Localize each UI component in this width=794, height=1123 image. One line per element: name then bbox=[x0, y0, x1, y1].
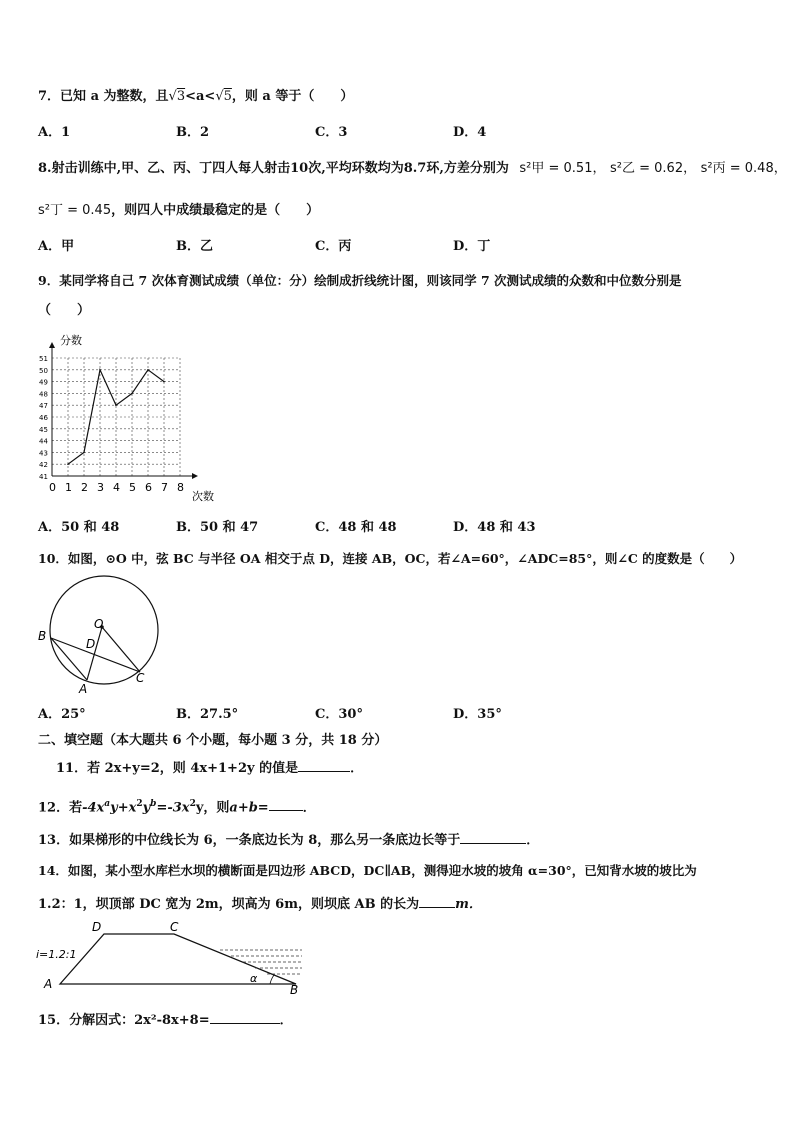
q7-option-b: B．2 bbox=[176, 125, 210, 140]
chart-x-tick-label: 4 bbox=[113, 481, 120, 494]
point-c-label: C bbox=[170, 920, 179, 934]
point-d-label: D bbox=[92, 920, 102, 934]
q14-stem-line2: 1.2：1，坝顶部 DC 宽为 2m，坝高为 6m，则坝底 AB 的长为 m． bbox=[38, 897, 482, 912]
chart-y-tick-label: 51 bbox=[39, 355, 48, 363]
q10-option-d: D．35° bbox=[453, 707, 502, 722]
chart-y-axis-label: 分数 bbox=[60, 334, 82, 347]
chart-y-tick-label: 43 bbox=[39, 449, 48, 458]
radius-oa bbox=[87, 627, 102, 680]
q7-option-a: A．1 bbox=[38, 125, 71, 140]
q10-option-a: A．25° bbox=[38, 707, 86, 722]
q9-option-c: C．48 和 48 bbox=[315, 520, 397, 535]
dam-cross-section bbox=[60, 934, 296, 984]
chart-x-tick-label: 5 bbox=[129, 481, 136, 494]
chart-y-tick-label: 47 bbox=[39, 402, 48, 411]
chart-x-tick-label: 2 bbox=[81, 481, 88, 494]
q9-option-a: A．50 和 48 bbox=[38, 520, 120, 535]
q9-line-chart bbox=[30, 330, 230, 506]
section-2-heading: 二、填空题（本大题共 6 个小题，每小题 3 分，共 18 分） bbox=[38, 733, 388, 748]
q10-stem: 10．如图，⊙O 中，弦 BC 与半径 OA 相交于点 D，连接 AB，OC，若∠A=60°，∠ADC=85°，则∠C 的度数是（ ） bbox=[38, 551, 743, 566]
chart-y-tick-label: 48 bbox=[39, 390, 48, 399]
chart-x-tick-label: 1 bbox=[65, 481, 72, 494]
q9-option-d: D．48 和 43 bbox=[453, 520, 536, 535]
chart-y-tick-label: 46 bbox=[39, 414, 48, 422]
chart-x-tick-label: 3 bbox=[97, 481, 104, 494]
q7-option-d: D．4 bbox=[453, 125, 487, 140]
chart-y-tick-label: 42 bbox=[39, 461, 48, 470]
q8-option-b: B．乙 bbox=[176, 239, 213, 254]
chart-y-axis-arrow bbox=[49, 342, 55, 348]
slope-ratio-label: i=1.2:1 bbox=[36, 948, 77, 961]
point-o-label: O bbox=[94, 617, 104, 631]
q8-option-d: D．丁 bbox=[453, 239, 491, 254]
angle-alpha-label: α bbox=[250, 972, 258, 985]
q9-paren: （ ） bbox=[38, 303, 91, 318]
q9-stem: 9．某同学将自己 7 次体育测试成绩（单位：分）绘制成折线统计图，则该同学 7 次测试成绩的众数和中位数分别是 bbox=[38, 273, 682, 288]
q7-stem: 7．已知 a 为整数，且√3<a<√5，则 a 等于（ ） bbox=[38, 89, 354, 104]
chart-x-axis-arrow bbox=[192, 473, 198, 479]
q10-circle-figure bbox=[32, 572, 162, 698]
chart-y-tick-label: 41 bbox=[39, 473, 48, 481]
chart-x-axis-label: 次数 bbox=[192, 490, 214, 503]
chart-y-tick-label: 44 bbox=[39, 437, 48, 446]
q8-stem-cont: s²丁 = 0.45，则四人中成绩最稳定的是（ ） bbox=[38, 203, 320, 218]
point-b-label: B bbox=[290, 983, 299, 997]
point-a-label: A bbox=[44, 977, 53, 991]
q10-option-c: C．30° bbox=[315, 707, 363, 722]
point-d-label: D bbox=[86, 637, 96, 651]
chart-y-tick-label: 50 bbox=[39, 366, 48, 375]
q14-stem-line1: 14．如图，某小型水库栏水坝的横断面是四边形 ABCD，DC∥AB，测得迎水坡的坡角 α=30°，已知背水坡的坡比为 bbox=[38, 863, 697, 878]
q8-stem: 8.射击训练中,甲、乙、丙、丁四人每人射击10次,平均环数均为8.7环,方差分别为 s²甲 = 0.51， s²乙 = 0.62， s²丙 = 0.48， bbox=[38, 161, 787, 176]
q9-option-b: B．50 和 47 bbox=[176, 520, 259, 535]
chart-y-tick-label: 45 bbox=[39, 425, 48, 434]
point-a-label: A bbox=[79, 682, 88, 696]
q11-stem: 11．若 2x+y=2，则 4x+1+2y 的值是 ． bbox=[56, 761, 364, 776]
chart-x-tick-label: 7 bbox=[161, 481, 168, 494]
point-c-label: C bbox=[136, 671, 145, 685]
q7-option-c: C．3 bbox=[315, 125, 348, 140]
chart-y-tick-label: 49 bbox=[39, 378, 48, 387]
chart-x-tick-label: 8 bbox=[177, 481, 184, 494]
q14-dam-figure bbox=[34, 918, 310, 998]
q12-stem: 12．若$-4x^ay+x^2y^b=-3x^2y$，则a+b= ． bbox=[38, 799, 316, 816]
q8-option-c: C．丙 bbox=[315, 239, 352, 254]
q15-stem: 15．分解因式：2x²-8x+8= ． bbox=[38, 1013, 293, 1028]
q13-stem: 13．如果梯形的中位线长为 6，一条底边长为 8，那么另一条底边长等于 ． bbox=[38, 833, 540, 848]
point-b-label: B bbox=[38, 629, 47, 643]
q8-option-a: A．甲 bbox=[38, 239, 75, 254]
q10-option-b: B．27.5° bbox=[176, 707, 239, 722]
chart-x-tick-label: 6 bbox=[145, 481, 152, 494]
chart-x-tick-label: 0 bbox=[49, 481, 56, 494]
